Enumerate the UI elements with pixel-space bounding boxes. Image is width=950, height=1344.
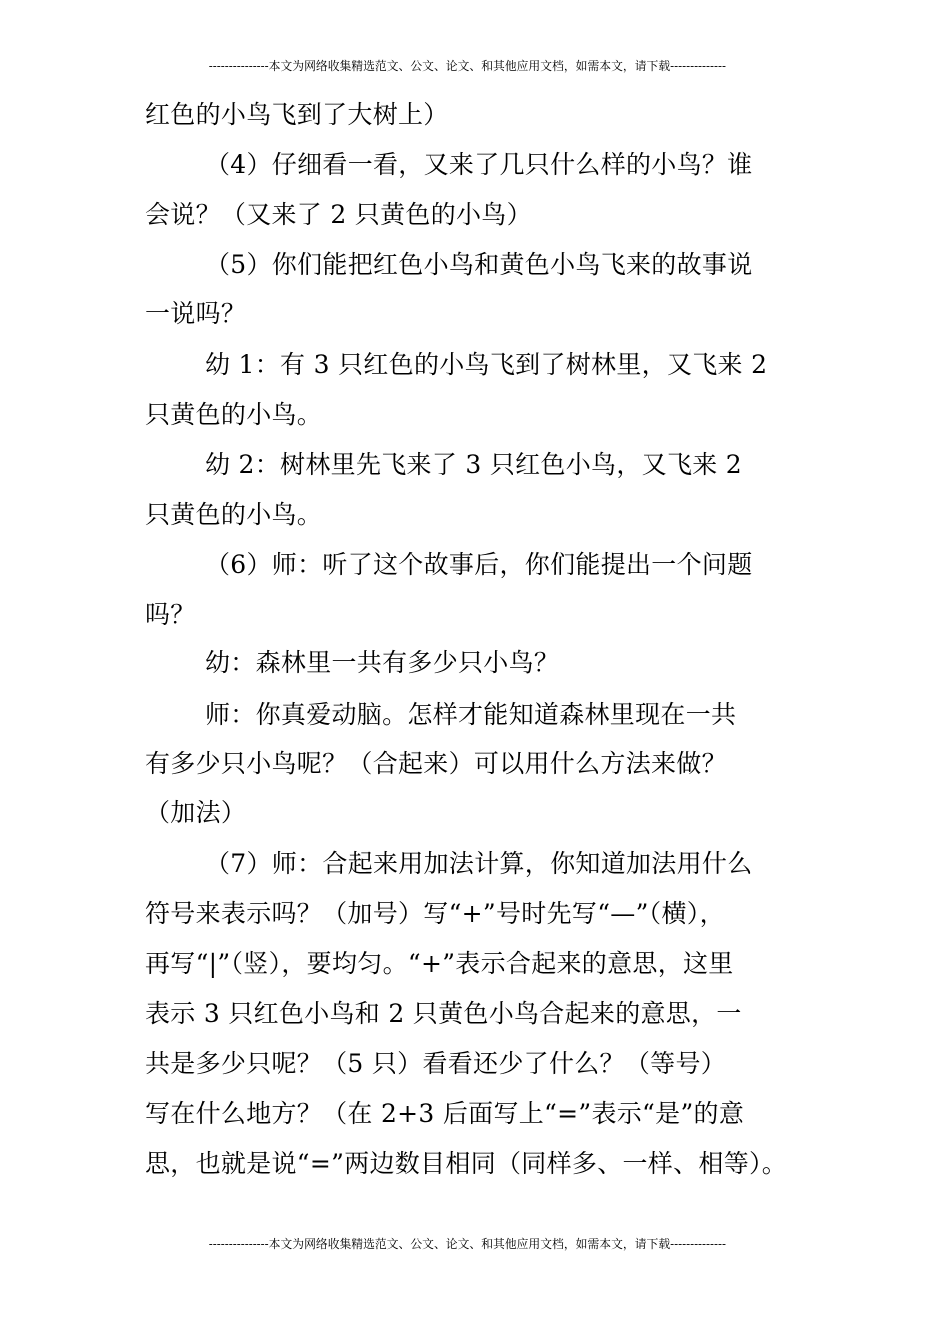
text-line-6: 幼 1：有 3 只红色的小鸟飞到了树林里，又飞来 2: [205, 350, 768, 379]
page-footer-banner: ---------------本文为网络收集精选范文、公文、论文、和其他应用文档，如需本文，请下载--------------: [208, 1237, 726, 1251]
text-line-1: 红色的小鸟飞到了大树上）: [145, 100, 449, 129]
text-line-12: 幼：森林里一共有多少只小鸟？: [205, 648, 560, 677]
text-line-21: 写在什么地方？（在 2+3 后面写上“=”表示“是”的意: [145, 1099, 745, 1128]
text-line-2: （4）仔细看一看，又来了几只什么样的小鸟？谁: [205, 150, 753, 179]
text-line-15: （加法）: [145, 798, 247, 827]
text-line-11: 吗？: [145, 600, 196, 629]
text-line-7: 只黄色的小鸟。: [145, 400, 323, 429]
text-line-16: （7）师：合起来用加法计算，你知道加法用什么: [205, 849, 753, 878]
text-line-5: 一说吗？: [145, 299, 247, 328]
text-line-10: （6）师：听了这个故事后，你们能提出一个问题: [205, 550, 753, 579]
text-line-8: 幼 2：树林里先飞来了 3 只红色小鸟，又飞来 2: [205, 450, 743, 479]
text-line-17: 符号来表示吗？（加号）写“+”号时先写“—”（横），: [145, 899, 725, 928]
page-header-banner: ---------------本文为网络收集精选范文、公文、论文、和其他应用文档，如需本文，请下载--------------: [208, 59, 726, 73]
text-line-18: 再写“|”（竖），要均匀。“+”表示合起来的意思，这里: [145, 949, 734, 978]
text-line-9: 只黄色的小鸟。: [145, 500, 323, 529]
text-line-13: 师：你真爱动脑。怎样才能知道森林里现在一共: [205, 700, 737, 729]
text-line-14: 有多少只小鸟呢？（合起来）可以用什么方法来做？: [145, 749, 727, 778]
text-line-22: 思，也就是说“=”两边数目相同（同样多、一样、相等）。: [145, 1149, 788, 1178]
text-line-4: （5）你们能把红色小鸟和黄色小鸟飞来的故事说: [205, 250, 753, 279]
text-line-20: 共是多少只呢？（5 只）看看还少了什么？（等号）: [145, 1049, 727, 1078]
text-line-3: 会说？（又来了 2 只黄色的小鸟）: [145, 200, 532, 229]
text-line-19: 表示 3 只红色小鸟和 2 只黄色小鸟合起来的意思，一: [145, 999, 742, 1028]
